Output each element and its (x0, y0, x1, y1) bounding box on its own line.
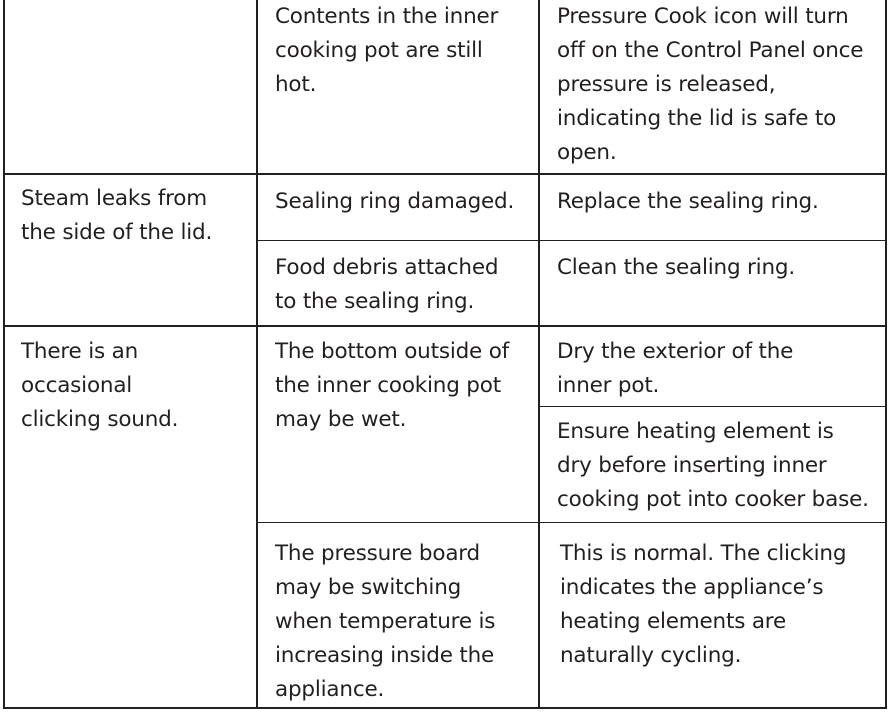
table-text-line: occasional (21, 373, 133, 398)
table-text-line: Food debris attached (275, 255, 499, 280)
solution-cell-heating-element-dry (557, 415, 869, 517)
cause-cell-pressure-board (275, 537, 495, 707)
table-text-line: inner pot. (557, 373, 660, 398)
table-text-line: cooking pot are still (275, 38, 483, 63)
table-border-bottom (3, 707, 887, 709)
table-text-line: when temperature is (275, 609, 496, 634)
table-text-line: Replace the sealing ring. (557, 189, 819, 214)
table-text-line: There is an (21, 339, 139, 364)
table-text-line: Steam leaks from (21, 186, 207, 211)
table-border-left (3, 0, 5, 709)
row-divider-1 (3, 173, 887, 175)
column-divider-2 (538, 0, 540, 709)
table-border-right (885, 0, 887, 709)
table-text-line: indicating the lid is safe to (557, 106, 837, 131)
table-text-line: may be switching (275, 575, 462, 600)
table-text-line: off on the Control Panel once (557, 38, 864, 63)
table-text-line: Ensure heating element is (557, 419, 834, 444)
table-text-line: the side of the lid. (21, 220, 213, 245)
table-text-line: dry before inserting inner (557, 453, 827, 478)
solution-cell-dry-exterior (557, 335, 793, 403)
table-text-line: Sealing ring damaged. (275, 189, 515, 214)
table-text-line: Dry the exterior of the (557, 339, 794, 364)
row-divider-2 (256, 240, 887, 241)
table-text-line: The pressure board (275, 541, 481, 566)
table-text-line: Contents in the inner (275, 4, 499, 29)
table-text-line: naturally cycling. (560, 643, 742, 668)
table-text-line: pressure is released, (557, 72, 776, 97)
row-divider-3 (3, 325, 887, 327)
table-text-line: The bottom outside of (275, 339, 510, 364)
table-text-line: increasing inside the (275, 643, 495, 668)
table-text-line: clicking sound. (21, 407, 179, 432)
table-text-line: to the sealing ring. (275, 289, 475, 314)
table-text-line: Clean the sealing ring. (557, 255, 795, 280)
solution-cell-pressure-released (557, 0, 863, 170)
table-text-line: This is normal. The clicking (560, 541, 847, 566)
table-text-line: may be wet. (275, 407, 407, 432)
solution-cell-clean-sealing-ring (557, 251, 795, 285)
table-text-line: the inner cooking pot (275, 373, 501, 398)
cause-cell-sealing-ring-damaged (275, 185, 514, 219)
table-text-line: indicates the appliance’s (560, 575, 824, 600)
cause-cell-food-debris (275, 251, 498, 319)
cause-cell-hot-contents (275, 0, 498, 102)
solution-cell-replace-sealing-ring (557, 185, 819, 219)
problem-cell-clicking-sound (21, 335, 178, 437)
table-text-line: appliance. (275, 677, 385, 702)
row-divider-4 (538, 406, 887, 407)
solution-cell-normal-cycling (560, 537, 846, 673)
row-divider-5 (256, 522, 887, 523)
table-text-line: hot. (275, 72, 317, 97)
column-divider-1 (256, 0, 258, 709)
problem-cell-steam-leaks (21, 182, 212, 250)
table-text-line: open. (557, 140, 617, 165)
table-text-line: Pressure Cook icon will turn (557, 4, 849, 29)
table-text-line: heating elements are (560, 609, 787, 634)
table-text-line: cooking pot into cooker base. (557, 487, 869, 512)
cause-cell-pot-wet (275, 335, 509, 437)
